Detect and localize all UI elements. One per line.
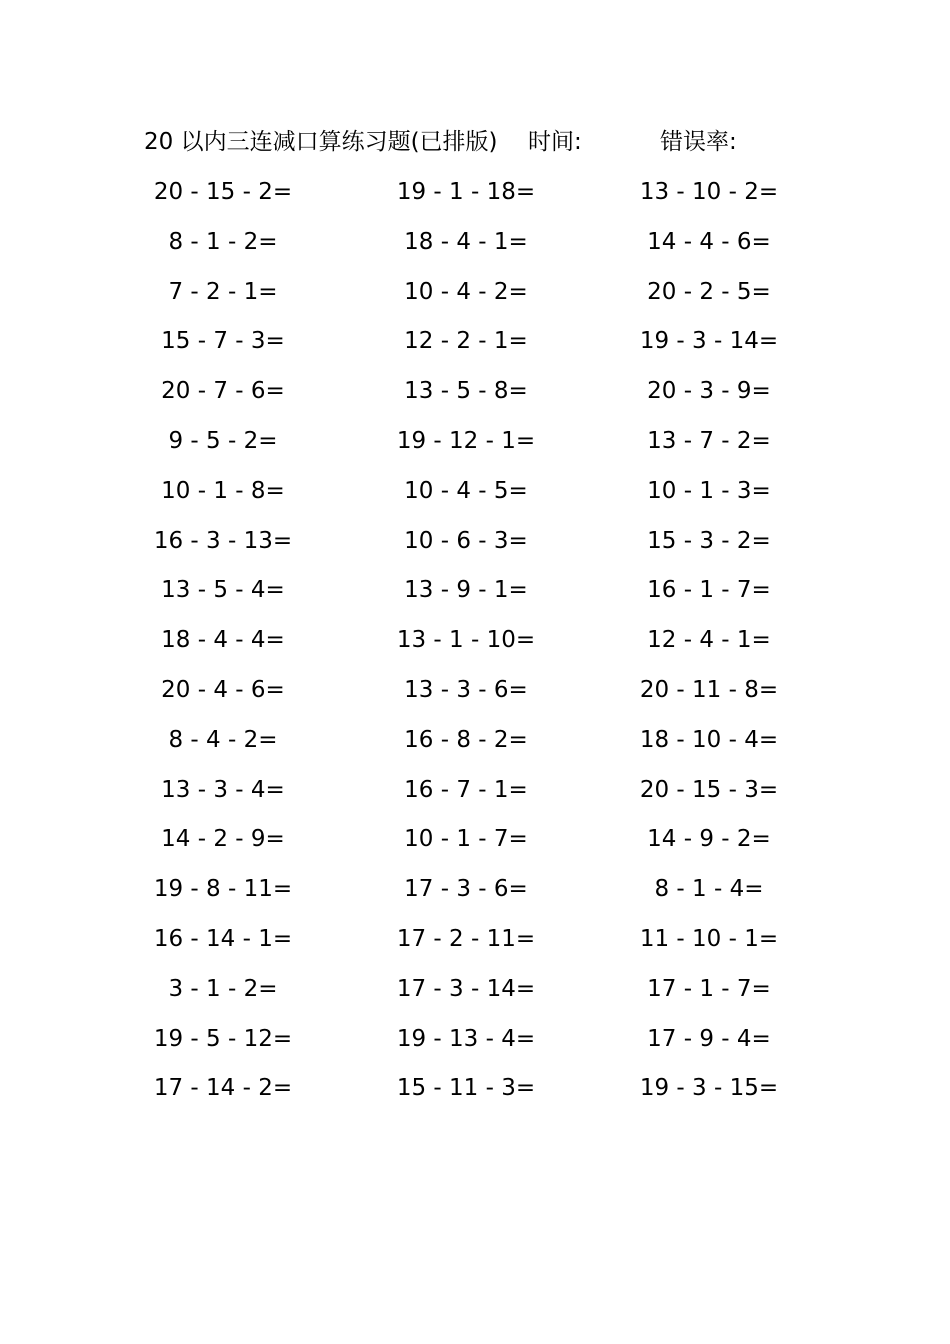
problem-item: 20 - 7 - 6= — [161, 378, 285, 405]
problem-item: 3 - 1 - 2= — [168, 975, 278, 1002]
problem-item: 18 - 10 - 4= — [639, 726, 779, 753]
problem-row — [0, 272, 950, 322]
problem-row — [0, 570, 950, 620]
problem-item: 16 - 8 - 2= — [404, 726, 528, 753]
problem-item: 19 - 13 - 4= — [396, 1025, 536, 1052]
problem-item: 17 - 14 - 2= — [153, 1075, 293, 1102]
problem-item: 20 - 3 - 9= — [647, 378, 771, 405]
problem-row — [0, 172, 950, 222]
problem-item: 19 - 3 - 14= — [639, 328, 779, 355]
problem-row — [0, 670, 950, 720]
time-label: 时间: — [528, 129, 582, 155]
worksheet-header — [0, 124, 950, 160]
problem-item: 10 - 6 - 3= — [404, 527, 528, 554]
problem-row — [0, 1019, 950, 1069]
problem-item: 17 - 3 - 6= — [404, 876, 528, 903]
problem-item: 20 - 2 - 5= — [647, 278, 771, 305]
problem-row — [0, 471, 950, 521]
problem-item: 13 - 5 - 4= — [161, 577, 285, 604]
problem-item: 18 - 4 - 4= — [161, 627, 285, 654]
problem-item: 16 - 1 - 7= — [647, 577, 771, 604]
problem-item: 13 - 3 - 6= — [404, 676, 528, 703]
problem-item: 15 - 7 - 3= — [161, 328, 285, 355]
problem-row — [0, 521, 950, 571]
problem-item: 9 - 5 - 2= — [168, 427, 278, 454]
problem-item: 14 - 2 - 9= — [161, 826, 285, 853]
problem-item: 16 - 3 - 13= — [153, 527, 293, 554]
problem-row — [0, 321, 950, 371]
problem-item: 15 - 3 - 2= — [647, 527, 771, 554]
problem-item: 17 - 1 - 7= — [647, 975, 771, 1002]
problem-row — [0, 421, 950, 471]
problem-item: 13 - 9 - 1= — [404, 577, 528, 604]
problem-item: 7 - 2 - 1= — [168, 278, 278, 305]
problem-item: 17 - 9 - 4= — [647, 1025, 771, 1052]
problem-item: 19 - 5 - 12= — [153, 1025, 293, 1052]
problem-item: 14 - 9 - 2= — [647, 826, 771, 853]
problem-item: 17 - 3 - 14= — [396, 975, 536, 1002]
problem-item: 19 - 8 - 11= — [153, 876, 293, 903]
problem-row — [0, 919, 950, 969]
problem-item: 19 - 1 - 18= — [396, 179, 536, 205]
problem-item: 20 - 4 - 6= — [161, 676, 285, 703]
problem-item: 10 - 1 - 3= — [647, 477, 771, 504]
problem-row — [0, 620, 950, 670]
worksheet-title: 20 以内三连减口算练习题(已排版) — [144, 129, 498, 155]
problem-item: 13 - 3 - 4= — [161, 776, 285, 803]
problem-item: 8 - 1 - 4= — [654, 876, 764, 903]
problem-item: 13 - 7 - 2= — [647, 427, 771, 454]
problem-item: 10 - 1 - 8= — [161, 477, 285, 504]
problem-item: 17 - 2 - 11= — [396, 925, 536, 952]
problem-item: 15 - 11 - 3= — [396, 1075, 536, 1102]
problem-grid — [0, 172, 950, 1118]
problem-item: 12 - 2 - 1= — [404, 328, 528, 355]
problem-item: 14 - 4 - 6= — [647, 228, 771, 255]
problem-item: 16 - 7 - 1= — [404, 776, 528, 803]
problem-item: 10 - 4 - 5= — [404, 477, 528, 504]
problem-item: 10 - 4 - 2= — [404, 278, 528, 305]
problem-row — [0, 770, 950, 820]
problem-item: 18 - 4 - 1= — [404, 228, 528, 255]
problem-item: 16 - 14 - 1= — [153, 925, 293, 952]
problem-item: 13 - 1 - 10= — [396, 627, 536, 654]
problem-item: 19 - 3 - 15= — [639, 1075, 779, 1102]
error-rate-label: 错误率: — [660, 129, 737, 155]
problem-item: 20 - 15 - 3= — [639, 776, 779, 803]
problem-row — [0, 869, 950, 919]
problem-row — [0, 222, 950, 272]
problem-row — [0, 720, 950, 770]
problem-row — [0, 371, 950, 421]
problem-item: 20 - 15 - 2= — [153, 179, 293, 205]
problem-item: 20 - 11 - 8= — [639, 676, 779, 703]
problem-item: 11 - 10 - 1= — [639, 925, 779, 952]
problem-row — [0, 819, 950, 869]
problem-item: 10 - 1 - 7= — [404, 826, 528, 853]
problem-item: 8 - 4 - 2= — [168, 726, 278, 753]
problem-item: 8 - 1 - 2= — [168, 228, 278, 255]
problem-item: 19 - 12 - 1= — [396, 427, 536, 454]
problem-item: 13 - 5 - 8= — [404, 378, 528, 405]
problem-item: 13 - 10 - 2= — [639, 179, 779, 205]
problem-row — [0, 969, 950, 1019]
problem-row — [0, 1068, 950, 1118]
problem-item: 12 - 4 - 1= — [647, 627, 771, 654]
